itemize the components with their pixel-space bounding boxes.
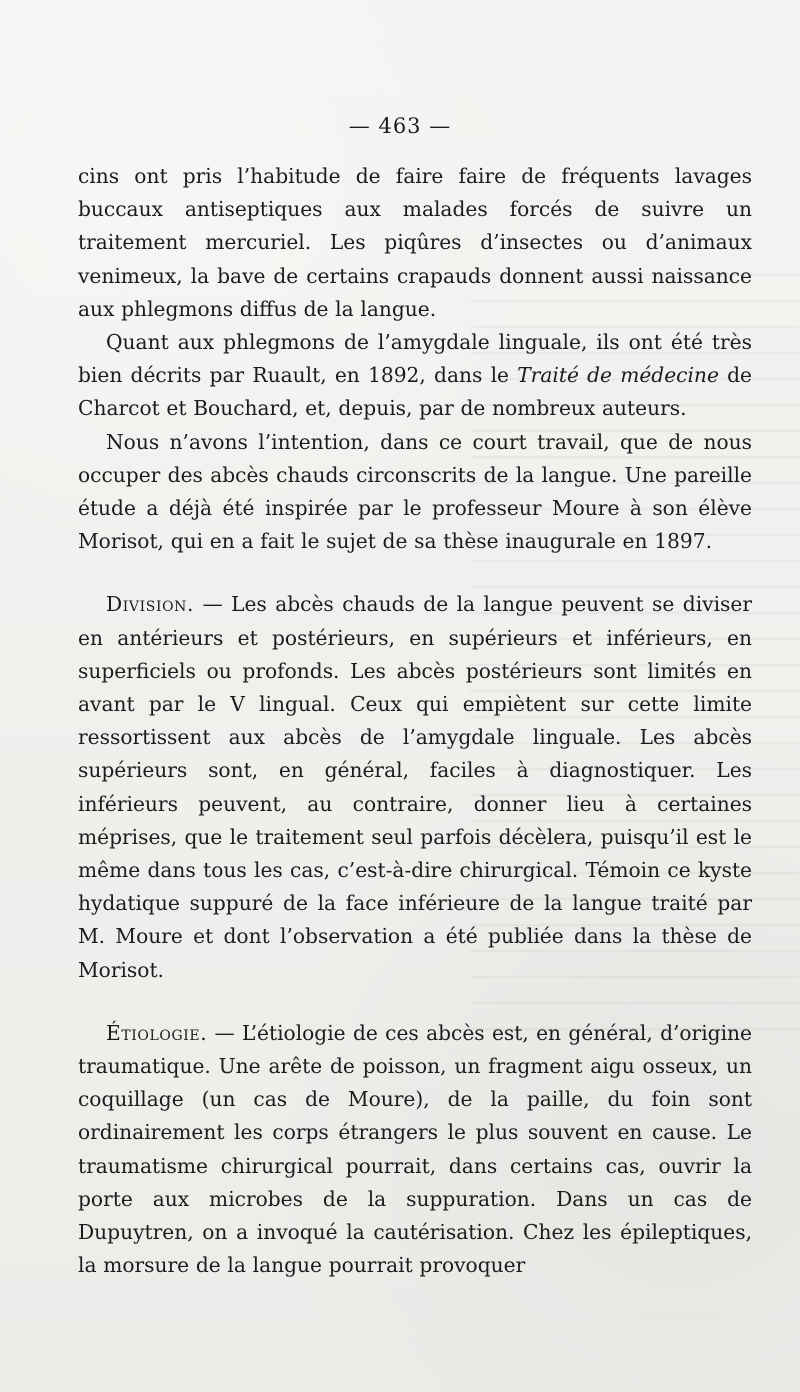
- division-heading: Division.: [106, 592, 195, 617]
- etiology-section: [78, 1017, 752, 1283]
- paragraph-continuation: cins ont pris l’habitude de faire faire de fréquents lavages buccaux antiseptiques aux malades forcés de suivre un traitement mercuriel. Les piqûres d’insectes ou d’animaux venimeux, la bave de certains crapauds donnent aussi naissance aux phlegmons diffus de la langue.: [78, 164, 752, 321]
- book-title: Traité de médecine: [517, 363, 719, 388]
- paragraph-lingual-tonsil: [78, 326, 752, 426]
- etiology-heading: Étiologie.: [106, 1020, 208, 1045]
- division-text: — Les abcès chauds de la langue peuvent se diviser en antérieurs et postérieurs, en supérieurs et inférieurs, en superficiels ou profonds. Les abcès postérieurs sont limités en avant par le V lingual. Ceux qui empiètent sur cette limite ressortissent aux abcès de l’amygdale linguale. Les abcès supérieurs sont, en général, faciles à diagnostiquer. Les inférieurs peuvent, au contraire, donner lieu à certaines méprises, que le traitement seul parfois décèlera, puisqu’il est le même dans tous les cas, c’est-à-dire chirurgical. Témoin ce kyste hydatique suppuré de la face inférieure de la langue traité par M. Moure et dont l’observation a été publiée dans la thèse de Morisot.: [78, 592, 752, 982]
- division-section: [78, 588, 752, 986]
- paragraph-lingual-tonsil-end: de Charcot et Bouchard, et, depuis, par de nombreux auteurs.: [78, 363, 752, 421]
- paragraph-lingual-tonsil-start: Quant aux phlegmons de l’amygdale linguale, ils ont été très bien décrits par Ruault, en 1892, dans le: [78, 330, 752, 388]
- page-text: [78, 160, 752, 1283]
- paragraph-study-scope: Nous n’avons l’intention, dans ce court travail, que de nous occuper des abcès chauds circonscrits de la langue. Une pareille étude a déjà été inspirée par le professeur Moure à son élève Morisot, qui en a fait le sujet de sa thèse inaugurale en 1897.: [78, 429, 752, 554]
- section-spacing: [78, 558, 752, 588]
- etiology-text: — L’étiologie de ces abcès est, en général, d’origine traumatique. Une arête de poisson, un fragment aigu osseux, un coquillage (un cas de Moure), de la paille, du foin sont ordinairement les corps étrangers le plus souvent en cause. Le traumatisme chirurgical pourrait, dans certains cas, ouvrir la porte aux microbes de la suppuration. Dans un cas de Dupuytren, on a invoqué la cautérisation. Chez les épileptiques, la morsure de la langue pourrait provoquer: [78, 1020, 752, 1278]
- section-spacing: [78, 987, 752, 1017]
- page-number: — 463 —: [348, 114, 452, 138]
